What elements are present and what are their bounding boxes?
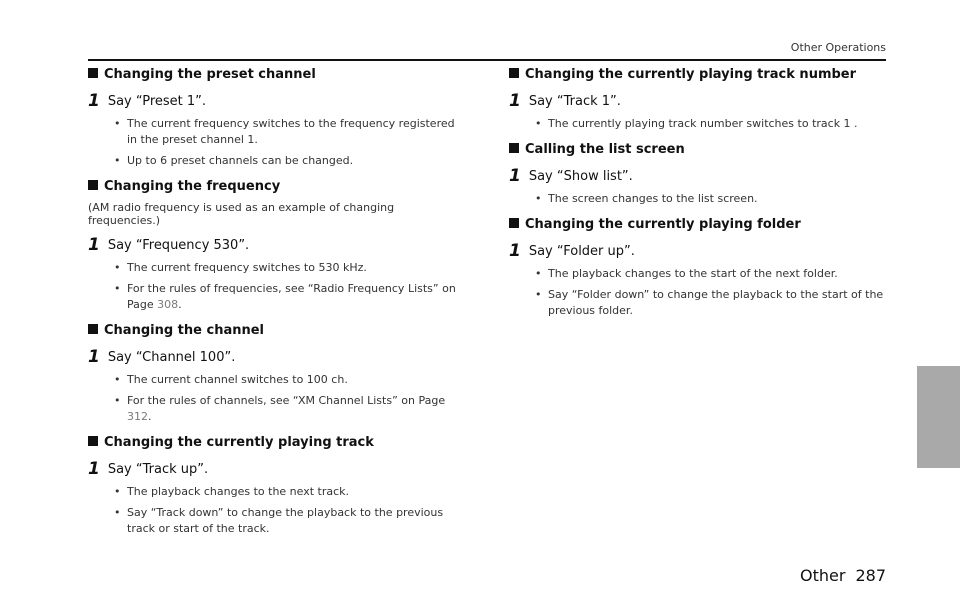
step-number: 1 [509,241,521,261]
bullet-item: • The current frequency switches to 530 kHz. [114,260,468,276]
section-heading: Changing the currently playing track number [509,67,889,82]
step-number: 1 [88,91,100,111]
page-footer [800,566,886,585]
step-text: Say “Show list”. [528,169,633,184]
step [509,91,889,111]
bullet-list [88,372,468,425]
step [509,166,889,186]
section-preset-channel [88,67,468,169]
step-text: Say “Track up”. [107,462,209,477]
bullet-item: • Up to 6 preset channels can be changed. [114,153,468,169]
section-track-number [509,67,889,132]
bullet-item: • For the rules of channels, see “XM Channel Lists” on Page 312. [114,393,468,425]
section-heading: Changing the channel [88,323,468,338]
square-bullet-icon [509,143,519,153]
square-bullet-icon [88,436,98,446]
section-note: (AM radio frequency is used as an example of changing frequencies.) [88,201,395,227]
section-heading: Changing the frequency [88,179,468,194]
step-number: 1 [88,235,100,255]
section-channel [88,323,468,425]
step-number: 1 [509,166,521,186]
section-list-screen [509,142,889,207]
bullet-list [509,266,889,319]
square-bullet-icon [509,68,519,78]
right-column [509,67,889,329]
step-number: 1 [88,459,100,479]
step-text: Say “Preset 1”. [107,94,207,109]
page-number: 287 [855,566,886,585]
section-heading: Changing the currently playing folder [509,217,889,232]
section-frequency [88,179,468,313]
page-reference-link[interactable]: 312 [127,410,148,423]
section-playing-folder [509,217,889,319]
step-text: Say “Channel 100”. [107,350,236,365]
section-heading: Changing the preset channel [88,67,468,82]
bullet-item: • Say “Track down” to change the playback to the previous track or start of the track. [114,505,468,537]
header-divider [88,59,886,61]
bullet-item: • The screen changes to the list screen. [535,191,889,207]
square-bullet-icon [88,324,98,334]
bullet-item: • The currently playing track number switches to track 1 . [535,116,889,132]
step [88,91,468,111]
step-number: 1 [88,347,100,367]
bullet-item: • The current channel switches to 100 ch. [114,372,468,388]
square-bullet-icon [509,218,519,228]
step-text: Say “Frequency 530”. [107,238,250,253]
page-reference-link[interactable]: 308 [157,298,179,311]
section-heading: Calling the list screen [509,142,889,157]
bullet-list [88,116,468,169]
section-heading: Changing the currently playing track [88,435,468,450]
step [509,241,889,261]
chapter-side-tab [917,366,960,468]
section-header-label: Other Operations [790,41,886,54]
section-playing-track [88,435,468,537]
left-column [88,67,468,547]
step-text: Say “Track 1”. [528,94,621,109]
square-bullet-icon [88,68,98,78]
bullet-list [509,116,889,132]
step [88,235,468,255]
step-text: Say “Folder up”. [528,244,635,259]
step [88,347,468,367]
bullet-list [88,484,468,537]
bullet-item: • The current frequency switches to the frequency registered in the preset channel 1. [114,116,468,148]
bullet-item: • For the rules of frequencies, see “Radio Frequency Lists” on Page 308. [114,281,468,313]
bullet-list [509,191,889,207]
bullet-item: • The playback changes to the start of the next folder. [535,266,889,282]
step [88,459,468,479]
footer-chapter: Other [800,566,846,585]
bullet-item: • Say “Folder down” to change the playback to the start of the previous folder. [535,287,889,319]
bullet-item: • The playback changes to the next track. [114,484,468,500]
square-bullet-icon [88,180,98,190]
bullet-list [88,260,468,313]
step-number: 1 [509,91,521,111]
